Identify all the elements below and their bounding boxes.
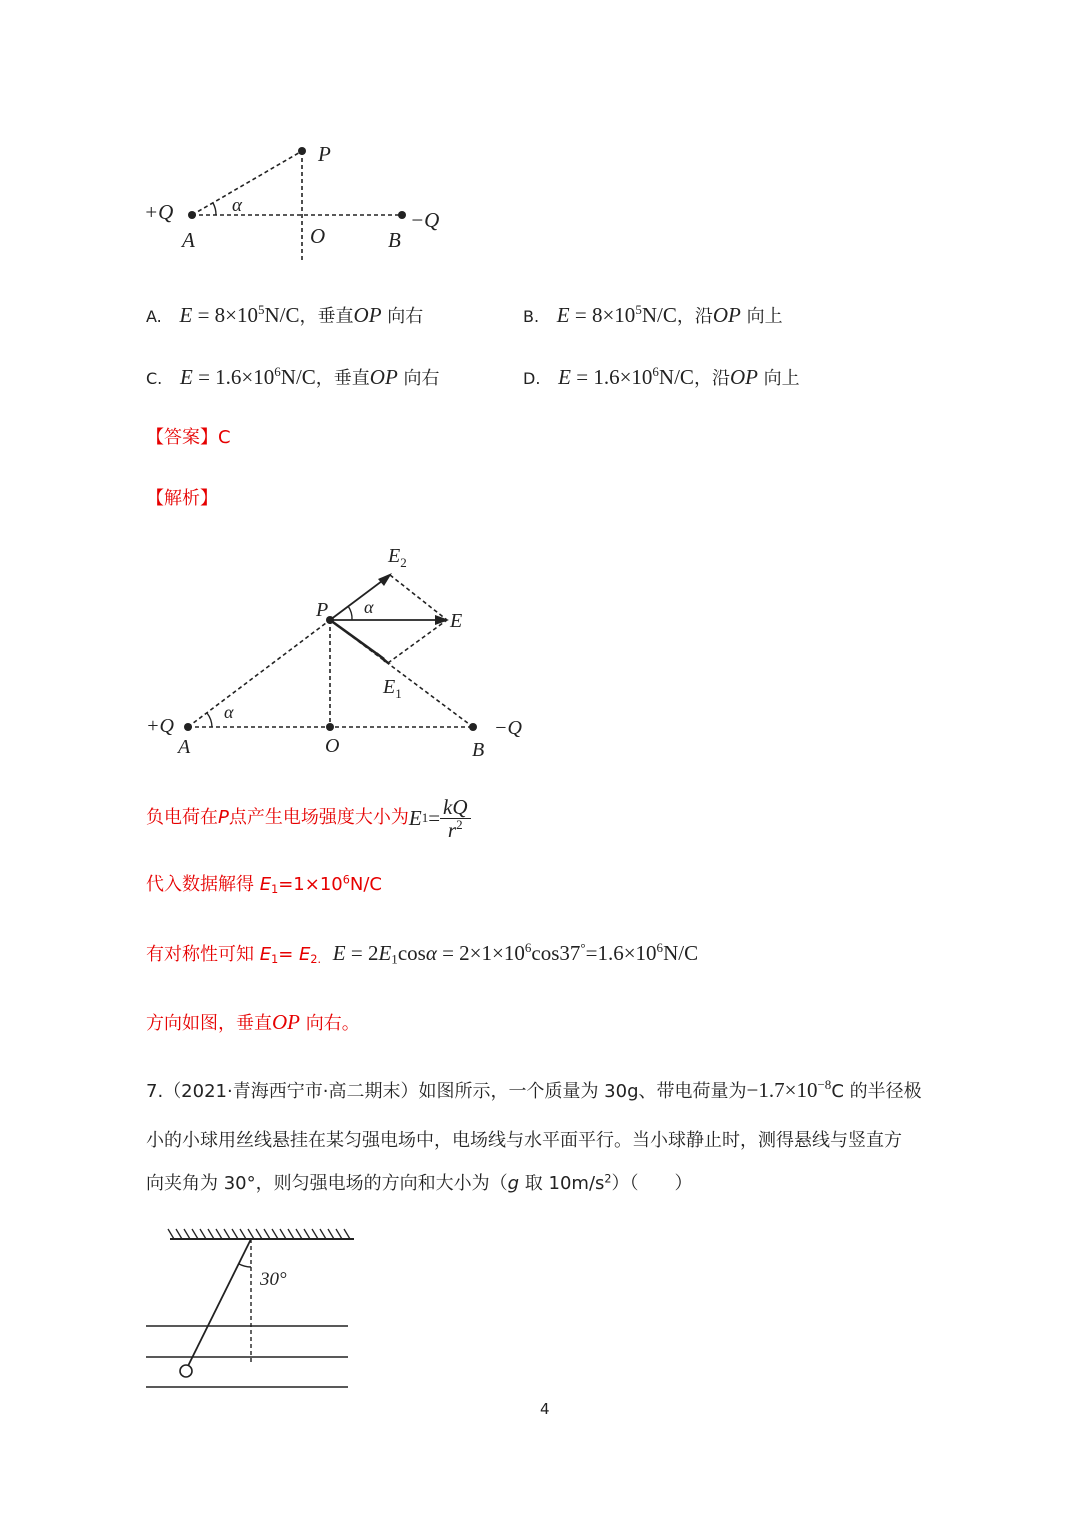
label-P: P (318, 142, 331, 166)
hatch-mark (216, 1229, 222, 1239)
label-E1: $E_1$ (383, 676, 402, 701)
label-alpha-top: α (364, 597, 374, 617)
hatch-mark (240, 1229, 246, 1239)
hatch-mark (264, 1229, 270, 1239)
point-P (298, 147, 306, 155)
hatch-mark (256, 1229, 262, 1239)
label-O: O (325, 735, 340, 757)
option-b-label: B. (523, 307, 540, 326)
figure-vector-diagram (140, 540, 540, 765)
analysis-tag: 【解析】 (146, 488, 218, 509)
ceiling-hatching (168, 1229, 350, 1239)
label-alpha: α (232, 195, 242, 216)
question-source: （2021·青海西宁市·高二期末） (163, 1081, 419, 1102)
line-E1-E (388, 620, 447, 663)
point-B (398, 211, 406, 219)
hatch-mark (232, 1229, 238, 1239)
hatch-mark (248, 1229, 254, 1239)
hatch-mark (344, 1229, 350, 1239)
label-P: P (316, 599, 329, 621)
string (188, 1239, 251, 1366)
hatch-mark (224, 1229, 230, 1239)
figure-pendulum-diagram (140, 1225, 360, 1395)
hatch-mark (320, 1229, 326, 1239)
label-O: O (310, 224, 326, 248)
hatch-mark (272, 1229, 278, 1239)
alpha-arc-top (348, 606, 352, 620)
line-E2-E (390, 575, 447, 620)
question-7-line-1: 7.（2021·青海西宁市·高二期末）如图所示，一个质量为 30g、带电荷量为$-1.7\times 10^{-8}C$ 的半径极 (146, 1077, 922, 1102)
answer-line (146, 426, 231, 450)
point-B (469, 723, 477, 731)
point-O (326, 723, 334, 731)
label-A: A (178, 736, 191, 758)
question-number: 7. (146, 1081, 164, 1102)
option-d-label: D. (523, 369, 541, 388)
point-A (184, 723, 192, 731)
answer-tag: 【答案】 (146, 427, 218, 448)
solution-line-2: 代入数据解得 $E_1=1\times 10^6N/C$ (146, 873, 382, 896)
option-c-label: C. (146, 369, 163, 388)
label-alpha-bottom: α (224, 702, 234, 722)
hatch-mark (304, 1229, 310, 1239)
answer-value: C (218, 427, 231, 448)
arrowhead-E2 (378, 573, 392, 586)
label-plus-Q: +Q (144, 200, 174, 224)
line-AP (192, 151, 302, 215)
fraction-kQ-r2: $\frac{kQ}{r^2}$ (440, 796, 471, 841)
page-number: 4 (540, 1400, 550, 1418)
hatch-mark (288, 1229, 294, 1239)
label-plus-Q: +Q (146, 715, 174, 737)
hatch-mark (296, 1229, 302, 1239)
question-7-line-3: 向夹角为 30°，则匀强电场的方向和大小为（g 取 $10m/s^2$）（ ） (146, 1172, 693, 1194)
solution-line-3: 有对称性可知 $E_1= E_{2.}$ $E = 2E_1\cos\alpha = 2\times 1\times 10^6\cos 37^\circ=1.6\times 10^6N/C$ (146, 940, 699, 967)
hatch-mark (336, 1229, 342, 1239)
option-d: D. $E = 1.6\times 10^6N/C$，沿OP 向上 (523, 364, 800, 389)
label-A: A (182, 228, 195, 252)
label-minus-Q: −Q (494, 717, 522, 739)
option-c: C. $E = 1.6\times 10^6N/C$，垂直OP 向右 (146, 364, 440, 389)
point-A (188, 211, 196, 219)
alpha-arc-bottom (207, 713, 212, 727)
option-a: A. $E = 8\times 10^5N/C$，垂直OP 向右 (146, 302, 424, 327)
label-E2: $E_2$ (388, 545, 407, 570)
alpha-arc (213, 203, 216, 215)
hatch-mark (328, 1229, 334, 1239)
option-b: B. $E = 8\times 10^5N/C$，沿OP 向上 (523, 302, 783, 327)
hatch-mark (176, 1229, 182, 1239)
hatch-mark (200, 1229, 206, 1239)
hatch-mark (312, 1229, 318, 1239)
hatch-mark (280, 1229, 286, 1239)
label-B: B (472, 739, 485, 761)
option-a-label: A. (146, 307, 162, 326)
hatch-mark (168, 1229, 174, 1239)
line-AP (188, 620, 330, 727)
arrowhead-E1 (377, 652, 391, 664)
question-7-line-2: 小的小球用丝线悬挂在某匀强电场中，电场线与水平面平行。当小球静止时，测得悬线与竖直方 (146, 1130, 902, 1151)
vector-E1 (330, 620, 384, 659)
label-E: E (450, 610, 463, 632)
hatch-mark (192, 1229, 198, 1239)
solution-line-4: 方向如图，垂直OP 向右。 (146, 1010, 360, 1034)
hatch-mark (208, 1229, 214, 1239)
ball (180, 1365, 192, 1377)
figure-charges-diagram (140, 135, 460, 270)
angle-arc (239, 1264, 251, 1267)
label-minus-Q: −Q (410, 208, 440, 232)
vector-E2 (330, 578, 386, 620)
solution-line-1: 负电荷在 P 点产生电场强度大小为 E 1 = $\frac{kQ}{r^2}$ (146, 790, 471, 846)
hatch-mark (184, 1229, 190, 1239)
angle-label: 30° (260, 1269, 287, 1290)
label-B: B (388, 228, 401, 252)
